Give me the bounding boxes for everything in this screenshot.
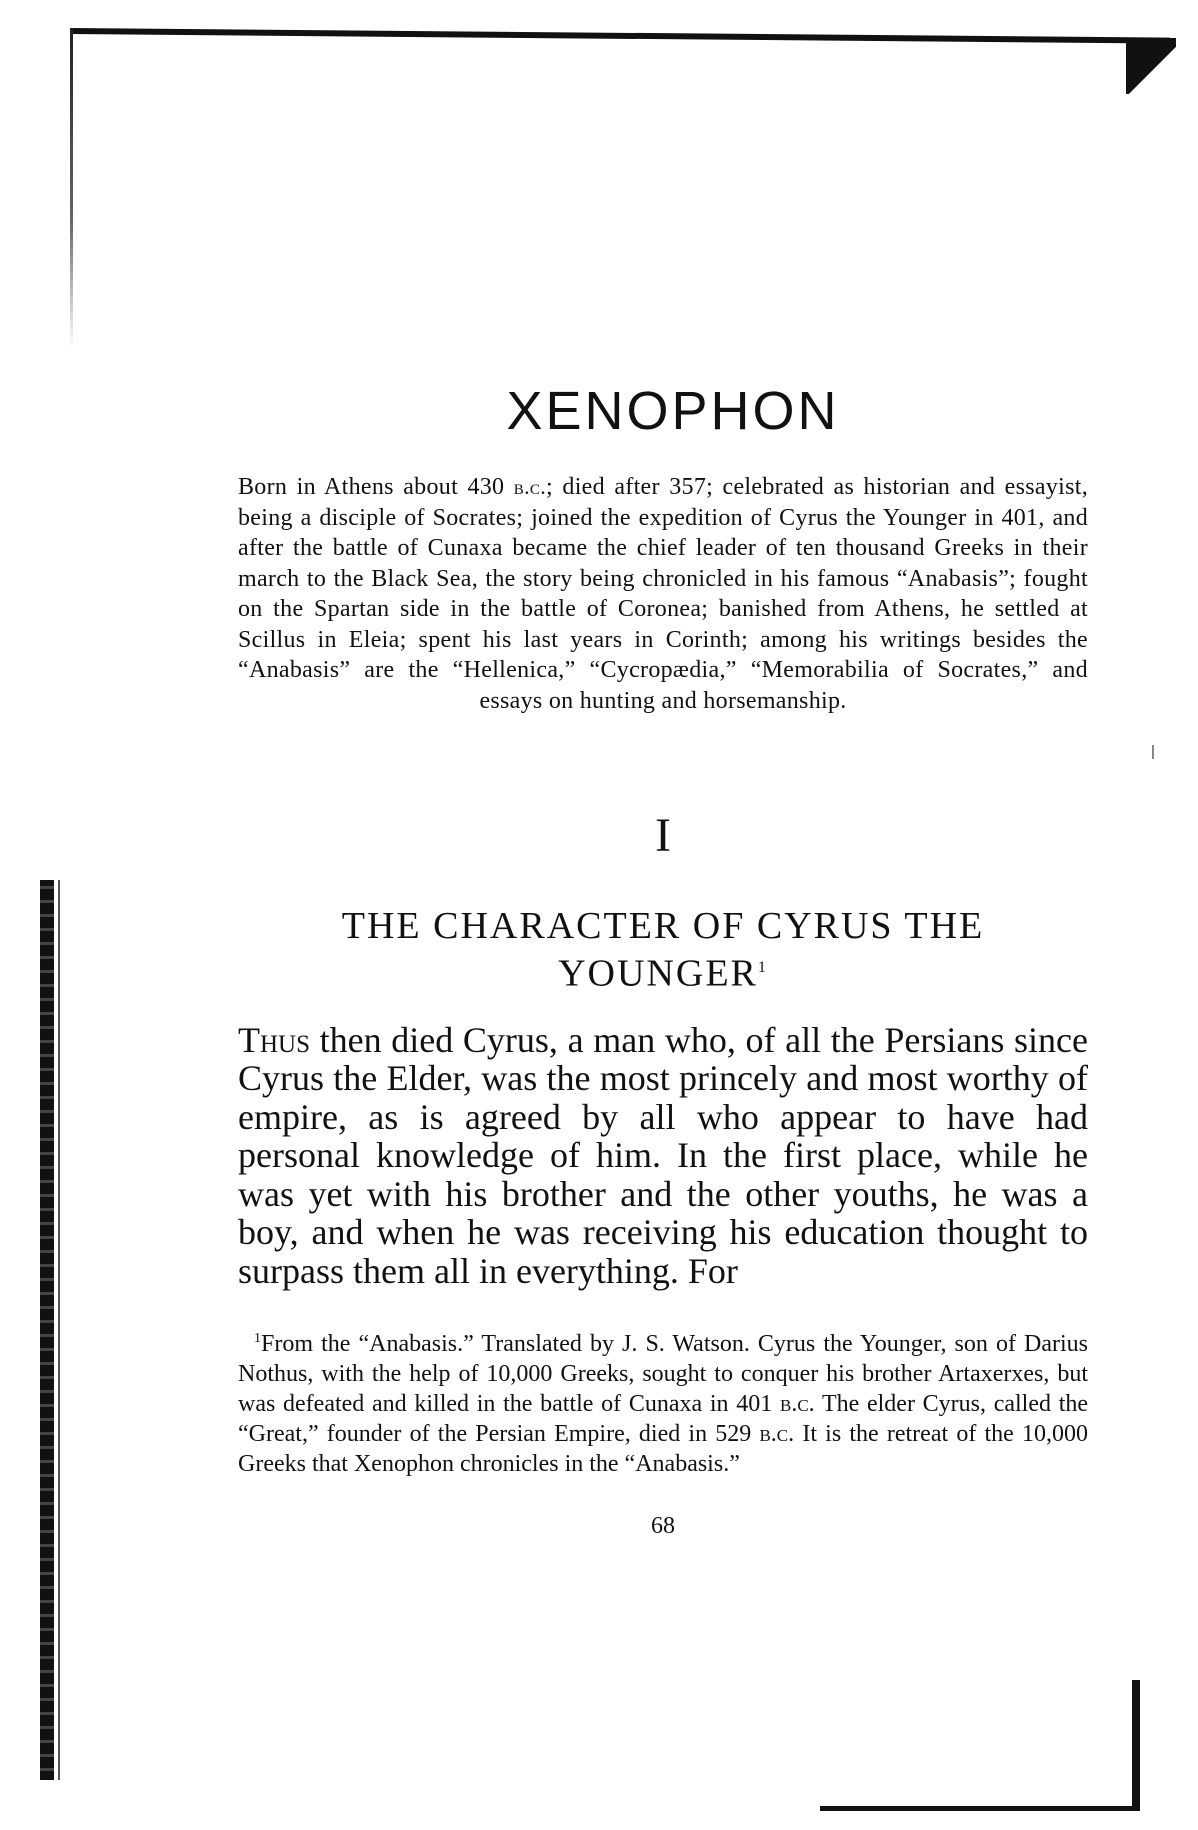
footnote [238, 1324, 1088, 1479]
chapter-numeral: I [655, 809, 671, 862]
scan-edge-top [70, 28, 1170, 44]
scan-edge-left-bottom [40, 880, 54, 1780]
footnote-text-1: From the “Anabasis.” Translated by J. S. Watson. Cyrus the Younger, son of Darius Nothus, with the help of 10,000 Greeks, sought to conquer his brother Artaxerxes, but was defeated and killed in the battle of Cunaxa in 401 [238, 1331, 1088, 1418]
scan-edge-left-thin [58, 880, 60, 1780]
author-biography [238, 472, 1088, 716]
scan-edge-corner [1126, 38, 1176, 94]
body-paragraph [238, 1021, 1088, 1291]
scan-edge-bottom-line [820, 1806, 1140, 1811]
scan-edge-bottom-right [1132, 1680, 1140, 1810]
chapter-title-text: THE CHARACTER OF CYRUS THE YOUNGER [341, 905, 985, 995]
bio-text-2: ; died after 357; celebrated as historian and essayist, being a disciple of Socrates; joined the expedition of Cyrus the Younger in 401, and after the battle of Cunaxa became the chief leader of ten thousand Greeks in their march to the Black Sea, the story being chronicled in his famous “Anabasis”; fought on the Spartan side in the battle of Coronea; banished from Athens, he settled at Scillus in Eleia; spent his last years in Corinth; among his writings besides the “Anabasis” are the “Hellenica,” “Cycropædia,” “Memorabilia of Socrates,” and essays on hunting and horsemanship. [238, 474, 1088, 714]
stray-mark [1152, 745, 1154, 759]
page-number: 68 [651, 1513, 675, 1540]
page-content [238, 380, 1088, 1540]
chapter-title [238, 905, 1088, 995]
body-text: then died Cyrus, a man who, of all the Persians since Cyrus the Elder, was the most princely and most worthy of empire, as is agreed by all who appear to have had personal knowledge of him. In the first place, while he was yet with his brother and the other youths, he was a boy, and when he was receiving his education thought to surpass them all in everything. For [238, 1019, 1088, 1291]
author-heading: XENOPHON [506, 381, 840, 441]
footnote-bc-2: b.c. [759, 1421, 795, 1448]
scan-edge-left-top [70, 28, 73, 348]
bio-text-1: Born in Athens about 430 [238, 474, 514, 500]
bio-bc-abbrev: b.c. [513, 474, 546, 499]
body-lead-word: Thus [238, 1019, 311, 1060]
footnote-text-2: The elder Cyrus, called the “Great,” founder of the Persian Empire, died in 529 [238, 1391, 1089, 1448]
footnote-marker: 1 [254, 1331, 261, 1347]
footnote-bc-1: b.c. [779, 1391, 815, 1418]
footnote-text-3: It is the retreat of the 10,000 Greeks that Xenophon chronicles in the “Anabasis.” [238, 1421, 1088, 1478]
footnote-ref: 1 [757, 959, 768, 976]
